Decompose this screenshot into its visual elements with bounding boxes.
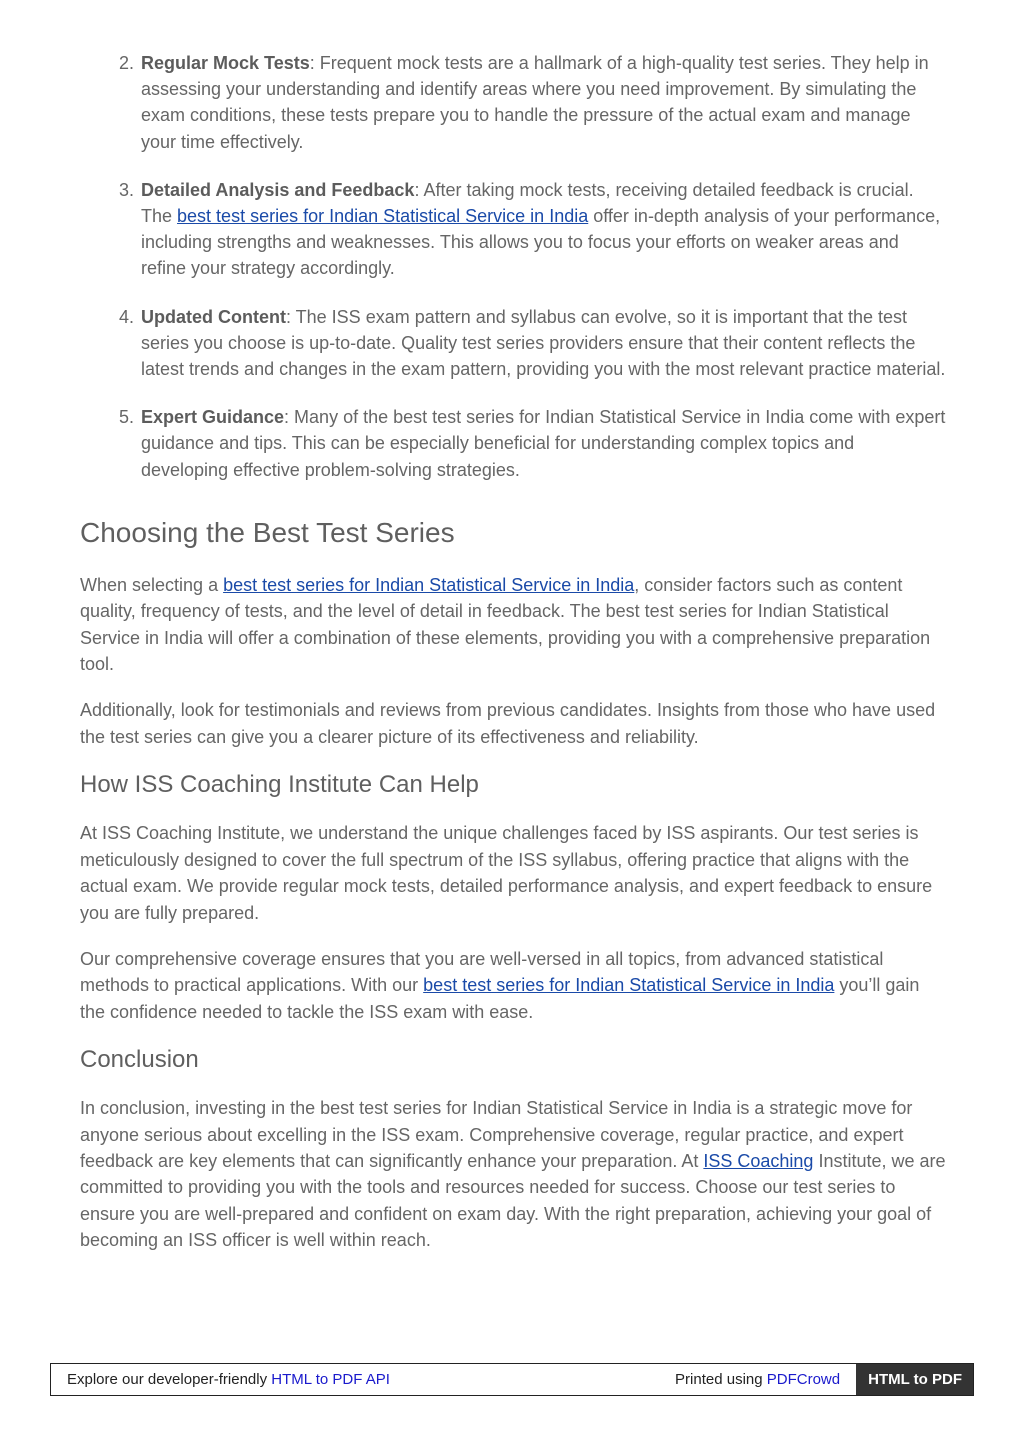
paragraph-text: you’ll gain the confidence needed to tackle the ISS exam with ease. bbox=[80, 975, 920, 1022]
list-item bbox=[119, 304, 946, 383]
list-item-text: offer in-depth analysis of your performance, including strengths and weaknesses. This allows you to focus your efforts on weaker areas and refine your strategy accordingly. bbox=[141, 206, 941, 279]
pdfcrowd-footer bbox=[50, 1363, 974, 1396]
list-number: 4. bbox=[119, 306, 135, 327]
list-item-text: : Many of the best test series for Indian Statistical Service in India come with expert guidance and tips. This can be especially beneficial for understanding complex topics and developing effective problem-solving strategies. bbox=[141, 407, 946, 480]
paragraph-text: , consider factors such as content quality, frequency of tests, and the level of detail in feedback. The best test series for Indian Statistical Service in India will offer a combination of these elements, providing you with a comprehensive preparation tool. bbox=[80, 574, 931, 675]
paragraph-text: In conclusion, investing in the best test series for Indian Statistical Service in India is a strategic move for anyone serious about excelling in the ISS exam. Comprehensive coverage, regular practice, and expert feedback are key elements that can significantly enhance your preparation. At bbox=[80, 1098, 913, 1171]
conclusion-heading: Conclusion bbox=[80, 1046, 199, 1074]
list-number: 3. bbox=[119, 179, 135, 200]
document-body bbox=[80, 50, 946, 1274]
footer-text: Printed using bbox=[675, 1371, 767, 1388]
list-item bbox=[119, 177, 946, 282]
help-paragraph-1: At ISS Coaching Institute, we understand the unique challenges faced by ISS aspirants. Our test series is meticulously designed to cover the full spectrum of the ISS syllabus, offering practice that aligns with the actual exam. We provide regular mock tests, detailed performance analysis, and expert feedback to ensure you are fully prepared. bbox=[80, 823, 933, 923]
paragraph-text: Institute, we are committed to providing you with the tools and resources needed for success. Choose our test series to ensure you are well-prepared and confident on exam day. With the right preparation, achieving your goal of becoming an ISS officer is well within reach. bbox=[80, 1150, 946, 1251]
footer-printed bbox=[675, 1371, 856, 1388]
list-item-text: : After taking mock tests, receiving detailed feedback is crucial. The bbox=[141, 179, 914, 227]
help-heading: How ISS Coaching Institute Can Help bbox=[80, 771, 479, 799]
html-to-pdf-api-link[interactable]: HTML to PDF API bbox=[271, 1371, 390, 1388]
paragraph-text: Our comprehensive coverage ensures that you are well-versed in all topics, from advanced statistical methods to practical applications. With our bbox=[80, 948, 884, 996]
choosing-paragraph-1 bbox=[80, 572, 946, 678]
footer-text: Explore our developer-friendly bbox=[67, 1371, 272, 1388]
list-item-title: Regular Mock Tests bbox=[141, 53, 310, 73]
list-item-text: : The ISS exam pattern and syllabus can evolve, so it is important that the test series you choose is up-to-date. Quality test series providers ensure that their content reflects the latest trends and changes in the exam pattern, providing you with the most relevant practice material. bbox=[141, 306, 946, 380]
list-number: 5. bbox=[119, 407, 135, 428]
test-series-link[interactable]: best test series for Indian Statistical Service in India bbox=[423, 975, 835, 996]
help-paragraph-2 bbox=[80, 946, 946, 1025]
choosing-heading: Choosing the Best Test Series bbox=[80, 516, 455, 548]
list-item-title: Expert Guidance bbox=[141, 407, 285, 428]
iss-coaching-link[interactable]: ISS Coaching bbox=[703, 1150, 814, 1171]
feature-list bbox=[80, 50, 946, 483]
list-item-text: : Frequent mock tests are a hallmark of a high-quality test series. They help in assessing your understanding and identify areas where you need improvement. By simulating the exam conditions, these tests prepare you to handle the pressure of the actual exam and manage your time effectively. bbox=[141, 53, 929, 152]
list-item bbox=[119, 404, 946, 483]
paragraph-text: When selecting a bbox=[80, 574, 224, 595]
test-series-link[interactable]: best test series for Indian Statistical Service in India bbox=[177, 206, 589, 227]
list-item-title: Updated Content bbox=[141, 306, 286, 327]
list-item bbox=[119, 50, 946, 155]
test-series-link[interactable]: best test series for Indian Statistical Service in India bbox=[223, 574, 635, 595]
list-number: 2. bbox=[119, 53, 135, 73]
pdfcrowd-link[interactable]: PDFCrowd bbox=[766, 1371, 841, 1388]
html-to-pdf-button[interactable]: HTML to PDF bbox=[856, 1364, 973, 1395]
list-item-title: Detailed Analysis and Feedback bbox=[141, 179, 415, 200]
conclusion-paragraph bbox=[80, 1095, 946, 1253]
choosing-paragraph-2: Additionally, look for testimonials and reviews from previous candidates. Insights from those who have used the test series can give you a clearer picture of its effectiveness and reliability. bbox=[80, 700, 936, 747]
footer-explore bbox=[51, 1371, 675, 1388]
